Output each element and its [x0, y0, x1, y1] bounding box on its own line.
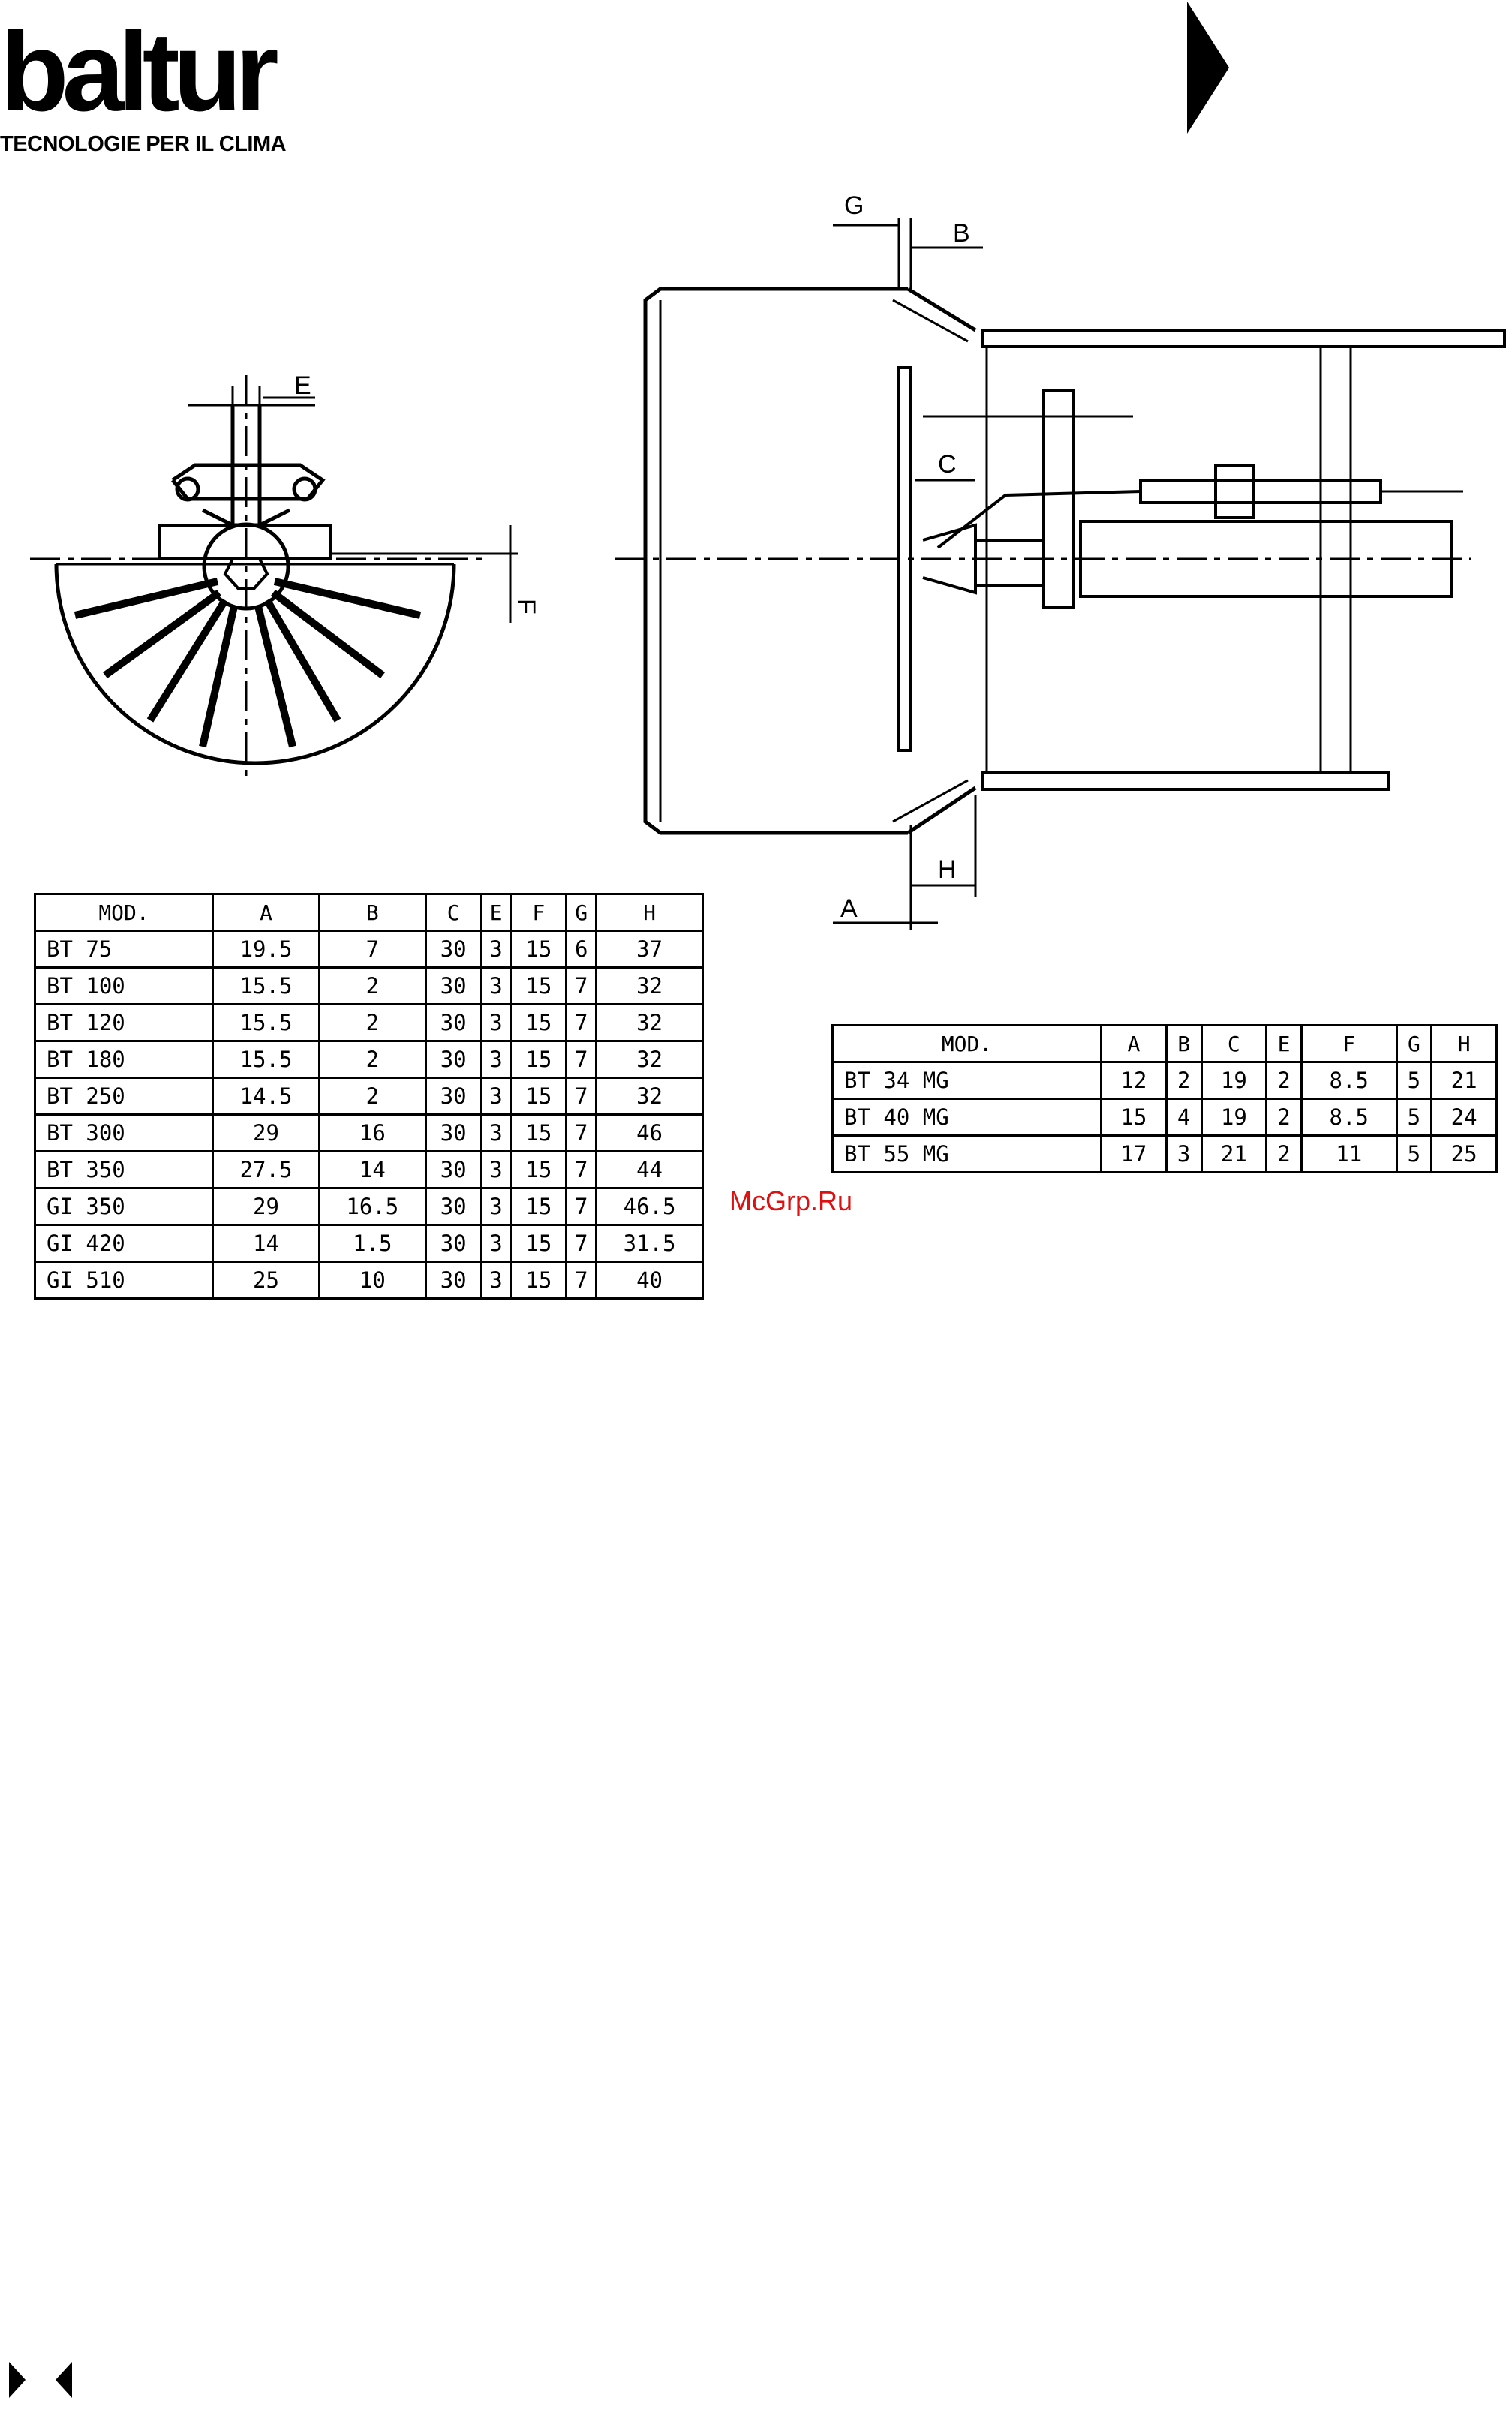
value-cell: 3: [481, 968, 511, 1005]
value-cell: 24: [1432, 1099, 1497, 1136]
value-cell: 30: [425, 968, 481, 1005]
value-cell: 15: [511, 1041, 567, 1078]
model-cell: GI 510: [35, 1262, 213, 1299]
col-header: B: [1166, 1026, 1201, 1062]
col-header: A: [213, 894, 320, 931]
value-cell: 32: [597, 1005, 703, 1041]
model-cell: BT 350: [35, 1152, 213, 1188]
value-cell: 15: [511, 1262, 567, 1299]
model-cell: BT 250: [35, 1078, 213, 1115]
value-cell: 32: [597, 968, 703, 1005]
table-row: [35, 1078, 703, 1115]
value-cell: 37: [597, 931, 703, 968]
value-cell: 30: [425, 1005, 481, 1041]
value-cell: 30: [425, 1262, 481, 1299]
value-cell: 8.5: [1301, 1062, 1396, 1099]
brand-name: baltur: [0, 8, 272, 134]
dim-label-e: E: [294, 371, 311, 400]
value-cell: 2: [319, 1005, 425, 1041]
table-row: [35, 1152, 703, 1188]
table-row: [35, 1041, 703, 1078]
value-cell: 46.5: [597, 1188, 703, 1225]
value-cell: 1.5: [319, 1225, 425, 1262]
table-row: [35, 931, 703, 968]
burner-section-view: [615, 218, 1504, 930]
value-cell: 7: [567, 1188, 597, 1225]
value-cell: 2: [319, 968, 425, 1005]
value-cell: 14: [319, 1152, 425, 1188]
value-cell: 15: [511, 1225, 567, 1262]
value-cell: 29: [213, 1115, 320, 1152]
col-header: C: [425, 894, 481, 931]
dim-label-a: A: [840, 894, 858, 923]
value-cell: 4: [1166, 1099, 1201, 1136]
value-cell: 30: [425, 1152, 481, 1188]
value-cell: 32: [597, 1078, 703, 1115]
value-cell: 3: [481, 1225, 511, 1262]
value-cell: 2: [1267, 1099, 1302, 1136]
value-cell: 7: [567, 1152, 597, 1188]
value-cell: 8.5: [1301, 1099, 1396, 1136]
value-cell: 19: [1201, 1062, 1267, 1099]
value-cell: 3: [481, 1078, 511, 1115]
dimensions-table-bt-gi: [34, 893, 704, 1300]
value-cell: 2: [1267, 1062, 1302, 1099]
value-cell: 3: [481, 1005, 511, 1041]
value-cell: 17: [1102, 1136, 1167, 1173]
value-cell: 7: [567, 1115, 597, 1152]
value-cell: 12: [1102, 1062, 1167, 1099]
col-header: E: [481, 894, 511, 931]
value-cell: 2: [1267, 1136, 1302, 1173]
value-cell: 46: [597, 1115, 703, 1152]
col-header: C: [1201, 1026, 1267, 1062]
brand-tagline: TECNOLOGIE PER IL CLIMA: [0, 132, 287, 156]
value-cell: 3: [481, 1115, 511, 1152]
value-cell: 15.5: [213, 968, 320, 1005]
value-cell: 30: [425, 1041, 481, 1078]
value-cell: 2: [319, 1078, 425, 1115]
table-row: [35, 1225, 703, 1262]
table-row: [35, 968, 703, 1005]
table-row: [35, 1115, 703, 1152]
value-cell: 21: [1201, 1136, 1267, 1173]
value-cell: 6: [567, 931, 597, 968]
value-cell: 15.5: [213, 1041, 320, 1078]
value-cell: 15: [511, 1188, 567, 1225]
value-cell: 7: [567, 1005, 597, 1041]
model-cell: BT 75: [35, 931, 213, 968]
value-cell: 7: [567, 1225, 597, 1262]
value-cell: 7: [567, 968, 597, 1005]
value-cell: 15: [1102, 1099, 1167, 1136]
table-row: [35, 1262, 703, 1299]
value-cell: 31.5: [597, 1225, 703, 1262]
value-cell: 29: [213, 1188, 320, 1225]
value-cell: 44: [597, 1152, 703, 1188]
value-cell: 2: [319, 1041, 425, 1078]
value-cell: 15: [511, 1005, 567, 1041]
col-header: F: [511, 894, 567, 931]
value-cell: 15.5: [213, 1005, 320, 1041]
model-cell: BT 40 MG: [833, 1099, 1102, 1136]
value-cell: 30: [425, 1115, 481, 1152]
col-header: MOD.: [833, 1026, 1102, 1062]
value-cell: 16: [319, 1115, 425, 1152]
table-row: [833, 1099, 1497, 1136]
col-header: MOD.: [35, 894, 213, 931]
value-cell: 11: [1301, 1136, 1396, 1173]
page-forward-icon[interactable]: [9, 2362, 26, 2398]
value-cell: 15: [511, 1152, 567, 1188]
value-cell: 30: [425, 1225, 481, 1262]
col-header: H: [1432, 1026, 1497, 1062]
value-cell: 2: [1166, 1062, 1201, 1099]
table-row: [35, 1188, 703, 1225]
value-cell: 30: [425, 1188, 481, 1225]
value-cell: 27.5: [213, 1152, 320, 1188]
model-cell: BT 300: [35, 1115, 213, 1152]
table-header-row: [833, 1026, 1497, 1062]
value-cell: 3: [1166, 1136, 1201, 1173]
watermark: McGrp.Ru: [729, 1185, 853, 1216]
col-header: G: [1396, 1026, 1432, 1062]
model-cell: BT 120: [35, 1005, 213, 1041]
value-cell: 10: [319, 1262, 425, 1299]
dim-label-f: F: [512, 599, 540, 615]
dim-label-h: H: [938, 855, 957, 884]
value-cell: 5: [1396, 1099, 1432, 1136]
value-cell: 7: [567, 1041, 597, 1078]
value-cell: 14.5: [213, 1078, 320, 1115]
value-cell: 30: [425, 1078, 481, 1115]
model-cell: GI 350: [35, 1188, 213, 1225]
value-cell: 30: [425, 931, 481, 968]
value-cell: 5: [1396, 1062, 1432, 1099]
dim-label-g: G: [844, 191, 864, 220]
value-cell: 3: [481, 1188, 511, 1225]
table-header-row: [35, 894, 703, 931]
value-cell: 7: [567, 1078, 597, 1115]
dimensions-table-mg: [831, 1024, 1498, 1173]
table-row: [833, 1136, 1497, 1173]
col-header: G: [567, 894, 597, 931]
value-cell: 3: [481, 1262, 511, 1299]
value-cell: 7: [567, 1262, 597, 1299]
value-cell: 15: [511, 1115, 567, 1152]
value-cell: 40: [597, 1262, 703, 1299]
value-cell: 19: [1201, 1099, 1267, 1136]
dim-label-b: B: [953, 219, 970, 248]
value-cell: 16.5: [319, 1188, 425, 1225]
value-cell: 7: [319, 931, 425, 968]
model-cell: GI 420: [35, 1225, 213, 1262]
model-cell: BT 55 MG: [833, 1136, 1102, 1173]
table-row: [833, 1062, 1497, 1099]
page-back-icon[interactable]: [56, 2362, 72, 2398]
dim-label-c: C: [938, 450, 957, 479]
value-cell: 21: [1432, 1062, 1497, 1099]
value-cell: 3: [481, 1152, 511, 1188]
burner-head-drawing: [0, 0, 1512, 930]
value-cell: 14: [213, 1225, 320, 1262]
col-header: A: [1102, 1026, 1167, 1062]
value-cell: 15: [511, 968, 567, 1005]
col-header: B: [319, 894, 425, 931]
value-cell: 25: [213, 1262, 320, 1299]
model-cell: BT 180: [35, 1041, 213, 1078]
value-cell: 25: [1432, 1136, 1497, 1173]
col-header: E: [1267, 1026, 1302, 1062]
value-cell: 3: [481, 1041, 511, 1078]
diffuser-front-view: [30, 375, 518, 780]
value-cell: 5: [1396, 1136, 1432, 1173]
model-cell: BT 34 MG: [833, 1062, 1102, 1099]
model-cell: BT 100: [35, 968, 213, 1005]
value-cell: 15: [511, 931, 567, 968]
value-cell: 3: [481, 931, 511, 968]
value-cell: 32: [597, 1041, 703, 1078]
col-header: F: [1301, 1026, 1396, 1062]
col-header: H: [597, 894, 703, 931]
value-cell: 19.5: [213, 931, 320, 968]
table-row: [35, 1005, 703, 1041]
value-cell: 15: [511, 1078, 567, 1115]
